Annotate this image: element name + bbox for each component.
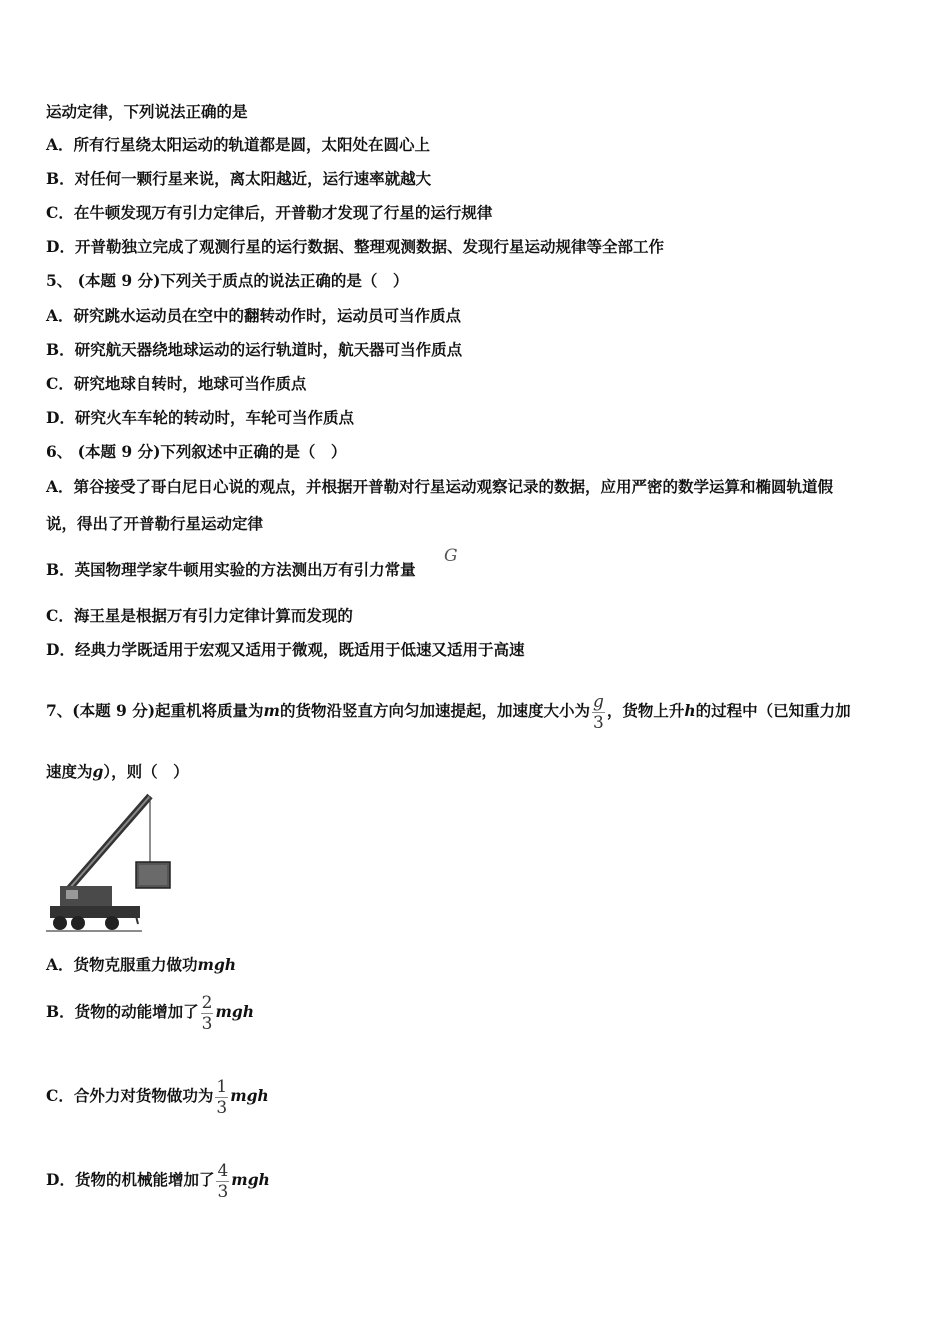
crane-chassis <box>50 906 140 918</box>
crane-wheel <box>53 916 67 930</box>
acceleration-fraction: $\frac{g}{3}$ <box>592 691 604 733</box>
q5-option-b: B．研究航天器绕地球运动的运行轨道时，航天器可当作质点 <box>46 340 463 359</box>
q4-option-d: D．开普勒独立完成了观测行星的运行数据、整理观测数据、发现行星运动规律等全部工作 <box>46 237 664 256</box>
q7-option-d: D．货物的机械能增加了 $\frac{4}{3}$ mgh <box>46 1160 270 1202</box>
q7-stem: 7、(本题 9 分)起重机将质量为m的货物沿竖直方向匀加速提起，加速度大小为 $\frac{g}{3}$ ，货物上升h的过程中（已知重力加 <box>46 691 851 733</box>
q6-option-b: B．英国物理学家牛顿用实验的方法测出万有引力常量 <box>46 560 416 579</box>
q5-option-a: A．研究跳水运动员在空中的翻转动作时，运动员可当作质点 <box>46 306 462 325</box>
q7-stem-line2: 速度为g），则（ ） <box>46 762 189 781</box>
fraction-four-thirds: $\frac{4}{3}$ <box>217 1160 229 1202</box>
q6-option-d: D．经典力学既适用于宏观又适用于微观，既适用于低速又适用于高速 <box>46 640 525 659</box>
crane-illustration <box>46 790 181 935</box>
crane-wheel <box>71 916 85 930</box>
q4-stem-tail: 运动定律，下列说法正确的是 <box>46 102 248 121</box>
fraction-one-third: $\frac{1}{3}$ <box>216 1076 228 1118</box>
q7-option-a: A．货物克服重力做功mgh <box>46 955 237 974</box>
q5-option-d: D．研究火车车轮的转动时，车轮可当作质点 <box>46 408 354 427</box>
q6-option-c: C．海王星是根据万有引力定律计算而发现的 <box>46 606 353 625</box>
crane-wheel <box>105 916 119 930</box>
q6-option-a: A．第谷接受了哥白尼日心说的观点，并根据开普勒对行星运动观察记录的数据，应用严密的数学运算和椭圆轨道假 <box>46 477 834 496</box>
q7-option-c: C．合外力对货物做功为 $\frac{1}{3}$ mgh <box>46 1076 269 1118</box>
fraction-two-thirds: $\frac{2}{3}$ <box>201 992 213 1034</box>
q4-option-c: C．在牛顿发现万有引力定律后，开普勒才发现了行星的运行规律 <box>46 203 493 222</box>
q4-option-a: A．所有行星绕太阳运动的轨道都是圆，太阳处在圆心上 <box>46 135 431 154</box>
q6-stem: 6、 (本题 9 分)下列叙述中正确的是（ ） <box>46 442 347 461</box>
q5-stem: 5、 (本题 9 分)下列关于质点的说法正确的是（ ） <box>46 271 409 290</box>
q5-option-c: C．研究地球自转时，地球可当作质点 <box>46 374 307 393</box>
gravitational-constant-symbol: G <box>444 546 458 566</box>
q6-option-a-cont: 说，得出了开普勒行星运动定律 <box>46 514 264 533</box>
q4-option-b: B．对任何一颗行星来说，离太阳越近，运行速率就越大 <box>46 169 432 188</box>
q7-option-b: B．货物的动能增加了 $\frac{2}{3}$ mgh <box>46 992 254 1034</box>
